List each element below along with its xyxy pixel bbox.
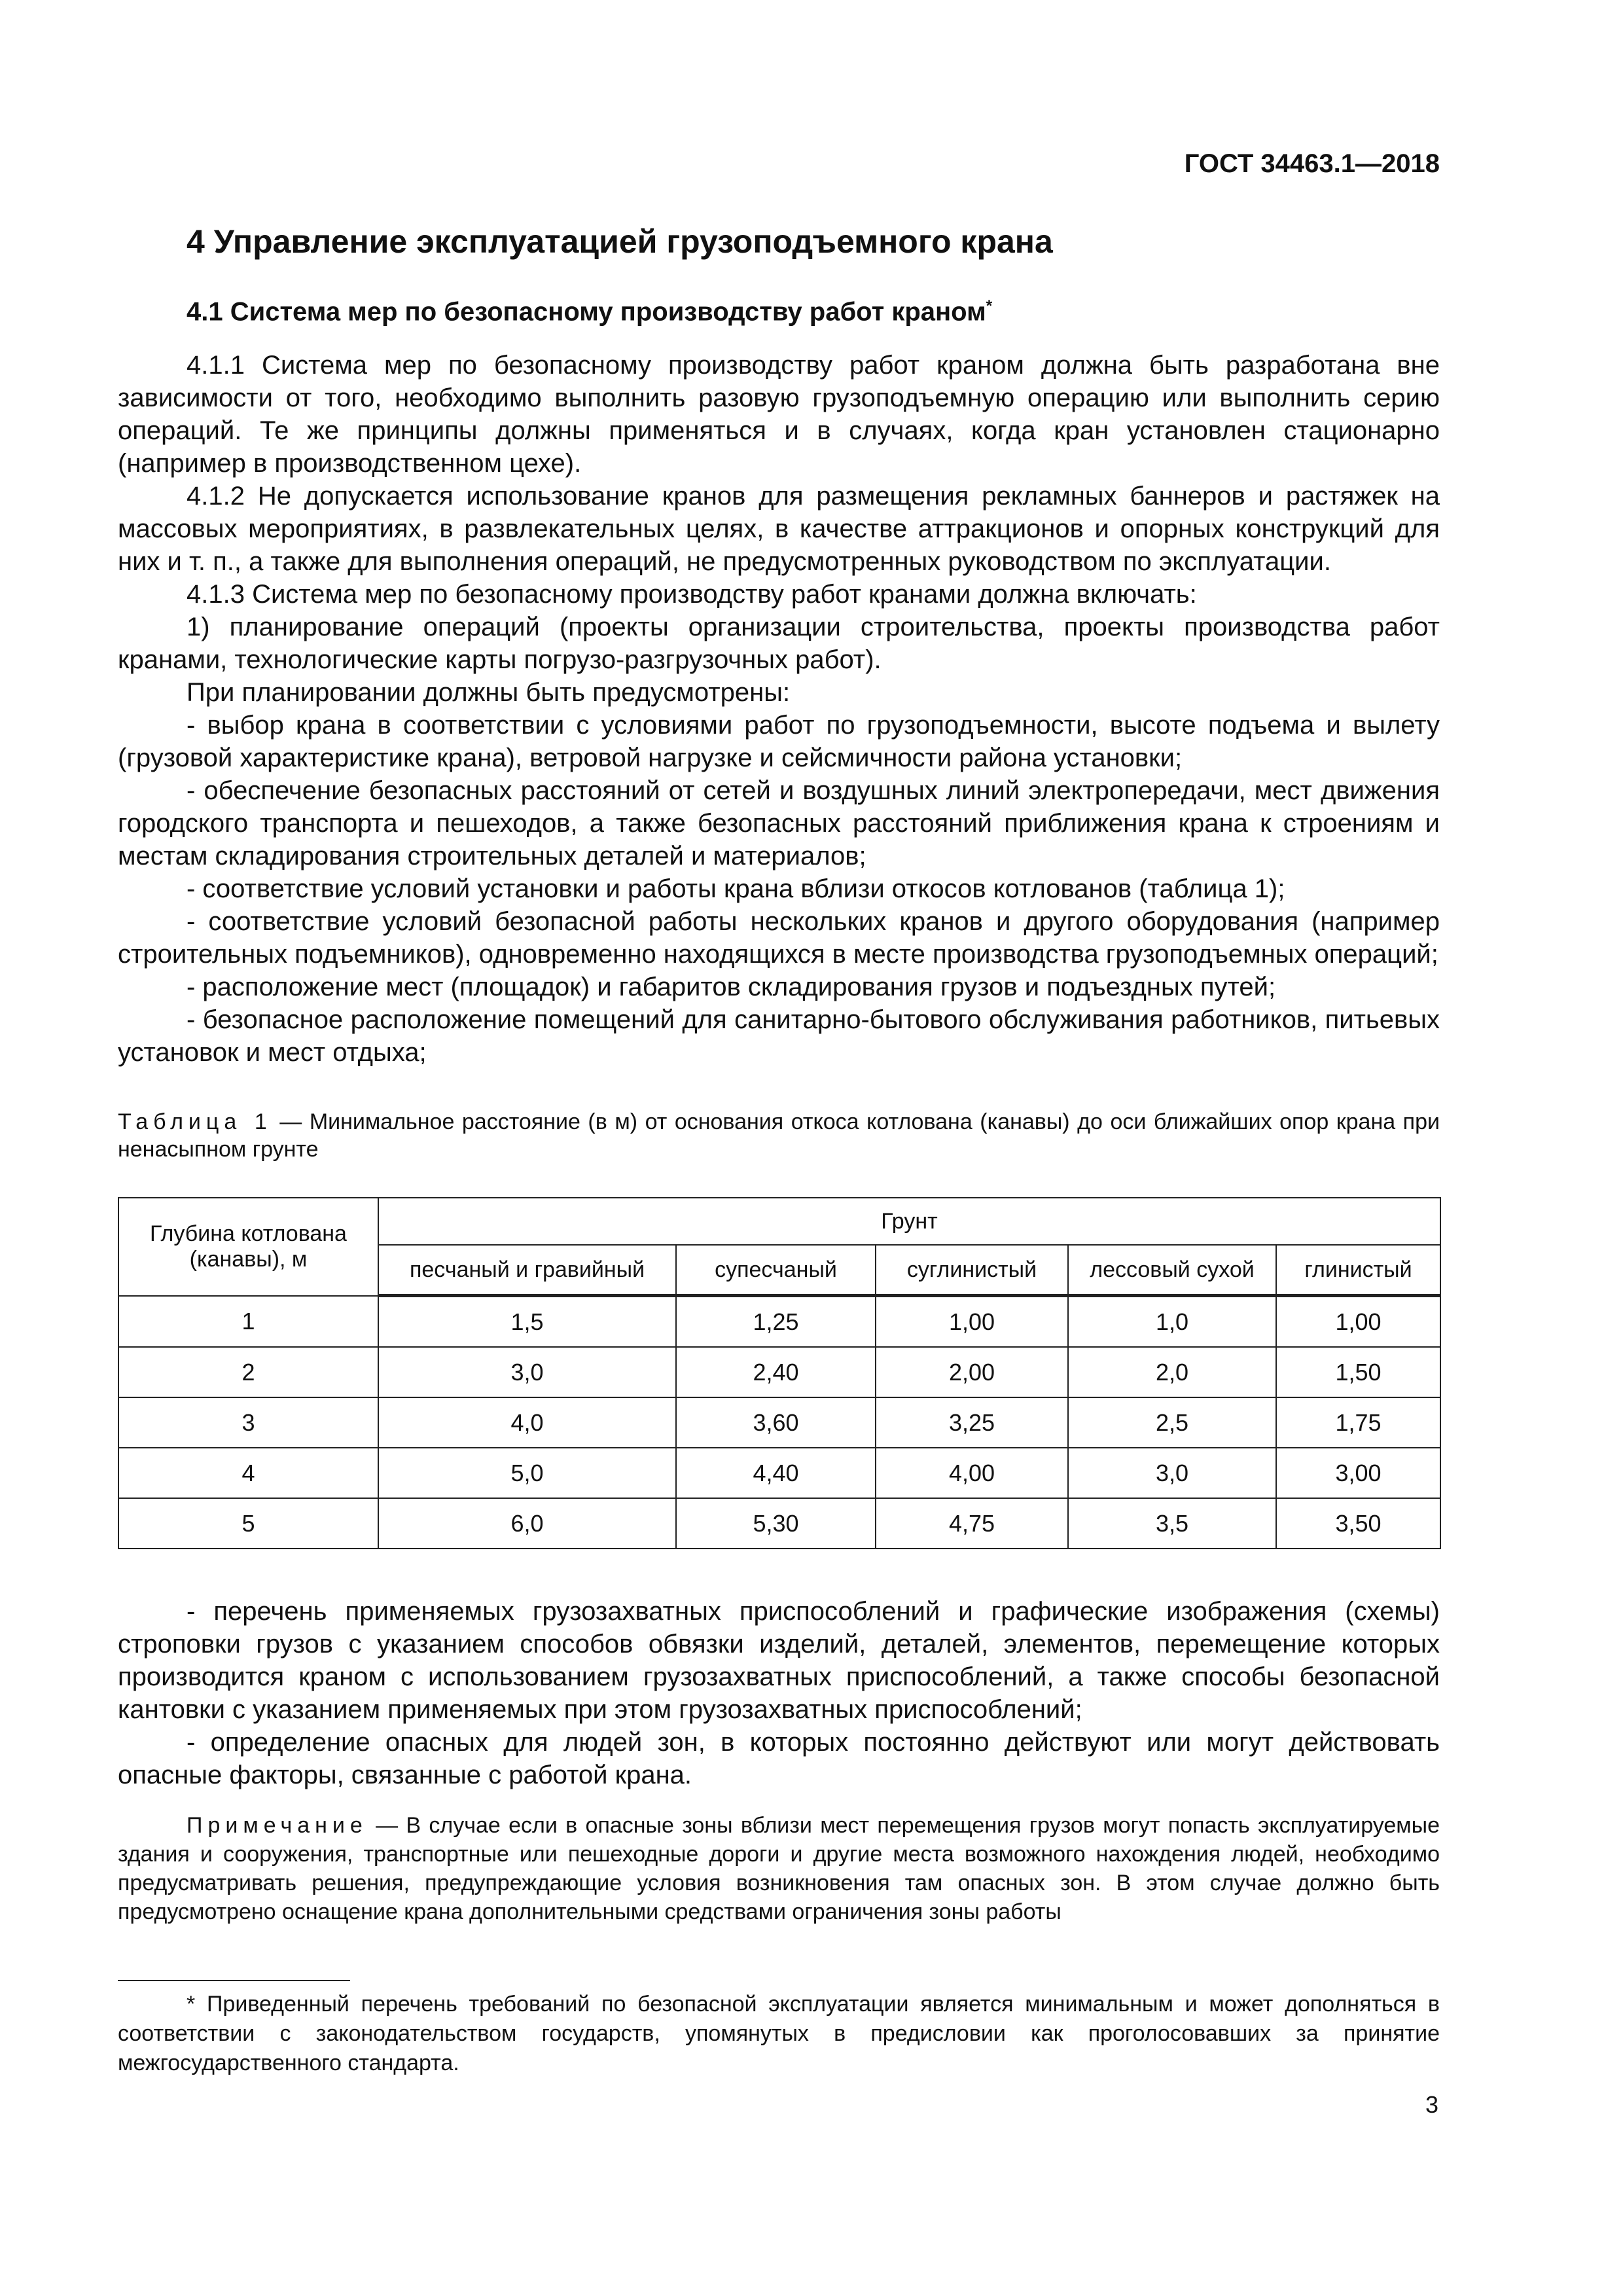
table-row [118,1397,1440,1448]
soil-type-header: глинистый [1276,1245,1440,1296]
paragraph-4-1-3: 4.1.3 Система мер по безопасному производству работ кранами должна включать: [187,580,1197,609]
table-cell: 3,00 [1276,1448,1440,1498]
table-cell: 1,00 [1276,1296,1440,1348]
footnote-divider [118,1980,350,1981]
planning-intro: При планировании должны быть предусмотрены: [187,678,791,708]
table-cell: 3 [118,1397,378,1448]
paragraph-4-1-2: 4.1.2 Не допускается использование кранов для размещения рекламных баннеров и растяжек на массовых мероприятиях, в развлекательных целях, в качестве аттракционов и опорных конструкций для них и т. п., а также для выполнения операций, не предусмотренных руководством по эксплуатации. [118,482,1440,577]
table-cell: 4,00 [876,1448,1068,1498]
table-cell: 3,0 [378,1347,676,1397]
bullet-slinging-schemes: - перечень применяемых грузозахватных приспособлений и графические изображения (схемы) строповки грузов с указанием способов обвязки изделий, деталей, элементов, перемещение которых производится краном с использованием грузозахватных приспособлений, а также способы безопасной кантовки с указанием применяемых при этом грузозахватных приспособлений; [118,1597,1440,1725]
table-row [118,1498,1440,1549]
bullet-danger-zones: - определение опасных для людей зон, в которых постоянно действуют или могут действовать опасные факторы, связанные с работой крана. [118,1728,1440,1790]
table-cell: 4,0 [378,1397,676,1448]
table-cell: 5,30 [676,1498,876,1549]
table-cell: 3,50 [1276,1498,1440,1549]
soil-type-header: лессовый сухой [1068,1245,1276,1296]
depth-column-header: Глубина котлована (канавы), м [118,1198,378,1296]
table-cell: 3,25 [876,1397,1068,1448]
table-row [118,1296,1440,1348]
table-row [118,1347,1440,1397]
paragraph-4-1-1: 4.1.1 Система мер по безопасному производству работ краном должна быть разработана вне зависимости от того, необходимо выполнить разовую грузоподъемную операцию или выполнить серию операций. Те же принципы должны применяться и в случаях, когда кран установлен стационарно (например в производственном цехе). [118,351,1440,478]
bullet-crane-selection: - выбор крана в соответствии с условиями работ по грузоподъемности, высоте подъема и вылету (грузовой характеристике крана), ветровой нагрузке и сейсмичности района установки; [118,711,1440,773]
footnote: * Приведенный перечень требований по безопасной эксплуатации является минимальным и может дополняться в соответствии с законодательством государств, упомянутых в предисловии как проголосовавших за принятие межгосударственного стандарта. [118,1992,1440,2075]
table-cell: 1,75 [1276,1397,1440,1448]
table-cell: 3,60 [676,1397,876,1448]
table-row [118,1448,1440,1498]
page-number: 3 [1425,2091,1438,2118]
table-cell: 3,0 [1068,1448,1276,1498]
bullet-safe-distances: - обеспечение безопасных расстояний от сетей и воздушных линий электропередачи, мест движения городского транспорта и пешеходов, а также безопасных расстояний приближения крана к строениям и местам складирования строительных деталей и материалов; [118,776,1440,871]
bullet-rest-areas: - безопасное расположение помещений для санитарно-бытового обслуживания работников, питьевых установок и мест отдыха; [118,1005,1440,1067]
subsection-title-text: 4.1 Система мер по безопасному производству работ краном [187,297,986,327]
bullet-multiple-cranes: - соответствие условий безопасной работы нескольких кранов и другого оборудования (например строительных подъемников), одновременно находящихся в месте производства грузоподъемных операций; [118,907,1440,969]
distance-table [118,1197,1441,1549]
table-cell: 2 [118,1347,378,1397]
table-cell: 1 [118,1296,378,1348]
footnote-marker: * [986,297,993,315]
table-cell: 3,5 [1068,1498,1276,1549]
table-cell: 4,75 [876,1498,1068,1549]
note-text: — В случае если в опасные зоны вблизи мест перемещения грузов могут попасть эксплуатируемые здания и сооружения, транспортные или пешеходные дороги и другие места возможного нахождения людей, необходимо предусматривать решения, предупреждающие условия возникновения там опасных зон. В этом случае должно быть предусмотрено оснащение крана дополнительными средствами ограничения зоны работы [118,1813,1440,1925]
section-title: 4 Управление эксплуатацией грузоподъемного крана [187,223,1053,260]
table-cell: 5 [118,1498,378,1549]
soil-type-header: суглинистый [876,1245,1068,1296]
table-cell: 1,50 [1276,1347,1440,1397]
table-cell: 2,40 [676,1347,876,1397]
table-cell: 2,0 [1068,1347,1276,1397]
bullet-storage-locations: - расположение мест (площадок) и габаритов складирования грузов и подъездных путей; [187,973,1276,1002]
note-block [118,1811,1440,1926]
table-cell: 5,0 [378,1448,676,1498]
table-caption-text: — Минимальное расстояние (в м) от основания откоса котлована (канавы) до оси ближайших опор крана при ненасыпном грунте [118,1109,1440,1162]
table-cell: 6,0 [378,1498,676,1549]
page-content [118,223,1440,1926]
bullet-slope-conditions: - соответствие условий установки и работы крана вблизи откосов котлованов (таблица 1); [187,874,1285,904]
standard-code: ГОСТ 34463.1—2018 [1184,149,1440,178]
table-cell: 1,25 [676,1296,876,1348]
table-caption-label: Таблица 1 [118,1109,272,1135]
soil-column-header: Грунт [378,1198,1440,1245]
table-cell: 4,40 [676,1448,876,1498]
table-cell: 1,5 [378,1296,676,1348]
table-cell: 1,0 [1068,1296,1276,1348]
table-cell: 2,5 [1068,1397,1276,1448]
subsection-title [187,297,1440,327]
table-caption [118,1108,1440,1163]
soil-type-header: песчаный и гравийный [378,1245,676,1296]
note-label: Примечание [187,1813,368,1839]
list-item-planning: 1) планирование операций (проекты организации строительства, проекты производства работ кранами, технологические карты погрузо-разгрузочных работ). [118,613,1440,675]
table-cell: 4 [118,1448,378,1498]
table-cell: 2,00 [876,1347,1068,1397]
soil-type-header: супесчаный [676,1245,876,1296]
table-cell: 1,00 [876,1296,1068,1348]
